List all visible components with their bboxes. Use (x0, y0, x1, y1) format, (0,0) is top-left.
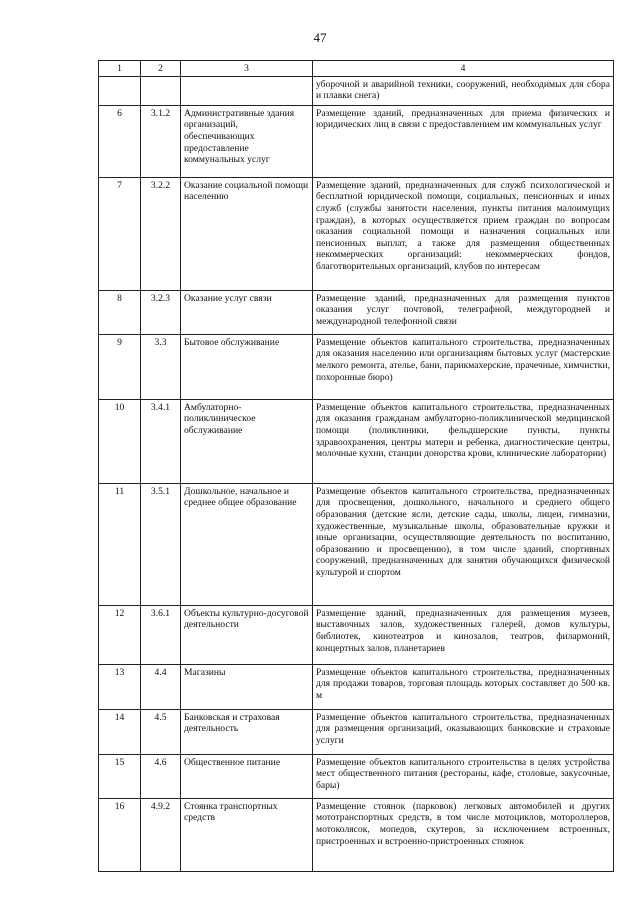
row-name: Дошкольное, начальное и среднее общее образование (181, 483, 313, 605)
row-code: 3.1.2 (141, 105, 181, 177)
row-code (141, 76, 181, 105)
table-row (99, 105, 614, 177)
row-description: Размещение объектов капитального строительства, предназначенных для оказания гражданам амбулаторно-поликлинической медицинской помощи (поликлиники, фельдшерские пункты, пункты здравоохранения, центры матери и ребенка, диагностические центры, молочные кухни, станции донорства крови, клинические лаборатории) (313, 399, 614, 483)
row-description: Размещение объектов капитального строительства, предназначенных для оказания населению или организациям бытовых услуг (мастерские мелкого ремонта, ателье, бани, парикмахерские, прачечные, химчистки, похоронные бюро) (313, 334, 614, 399)
header-col-3: 3 (181, 61, 313, 77)
row-description: Размещение стоянок (парковок) легковых автомобилей и других мототранспортных средств, в том числе мотоциклов, мотороллеров, мотоколясок, мопедов, скутеров, за исключением встроенных, пристроенных и встроенно-пристроенных стоянок (313, 798, 614, 871)
table-row (99, 483, 614, 605)
row-code: 4.4 (141, 664, 181, 709)
row-code: 4.9.2 (141, 798, 181, 871)
row-number: 11 (99, 483, 141, 605)
table-row (99, 399, 614, 483)
row-number: 7 (99, 177, 141, 290)
row-name: Амбулаторно-поликлиническое обслуживание (181, 399, 313, 483)
land-use-table (98, 60, 614, 872)
table-row (99, 334, 614, 399)
row-name (181, 76, 313, 105)
row-description: Размещение зданий, предназначенных для приема физических и юридических лиц в связи с предоставлением им коммунальных услуг (313, 105, 614, 177)
row-name: Объекты культурно-досуговой деятельности (181, 605, 313, 664)
row-number: 16 (99, 798, 141, 871)
row-number: 12 (99, 605, 141, 664)
page-number: 47 (313, 30, 327, 45)
row-number: 14 (99, 709, 141, 754)
table-row (99, 709, 614, 754)
row-name: Оказание социальной помощи населению (181, 177, 313, 290)
header-col-4: 4 (313, 61, 614, 77)
row-name: Магазины (181, 664, 313, 709)
row-code: 3.6.1 (141, 605, 181, 664)
row-name: Административные здания организаций, обеспечивающих предоставление коммунальных услуг (181, 105, 313, 177)
table-header-row (99, 61, 614, 77)
row-code: 4.5 (141, 709, 181, 754)
table-row (99, 754, 614, 798)
row-name: Общественное питание (181, 754, 313, 798)
row-description: Размещение объектов капитального строительства, предназначенных для продажи товаров, торговая площадь которых составляет до 500 кв. м (313, 664, 614, 709)
row-code: 3.2.2 (141, 177, 181, 290)
row-name: Стоянка транспортных средств (181, 798, 313, 871)
header-col-1: 1 (99, 61, 141, 77)
row-description: Размещение зданий, предназначенных для размещения пунктов оказания услуг почтовой, телеграфной, междугородней и международной телефонной связи (313, 290, 614, 334)
row-name: Банковская и страховая деятельность (181, 709, 313, 754)
table-row (99, 76, 614, 105)
row-description: Размещение зданий, предназначенных для служб психологической и бесплатной юридической помощи, социальных, пенсионных и иных служб (службы занятости населения, пункты питания малоимущих граждан), в которых осуществляется прием граждан по вопросам оказания социальной помощи и назначения социальных или пенсионных выплат, а также для размещения общественных некоммерческих организаций: некоммерческих фондов, благотворительных организаций, клубов по интересам (313, 177, 614, 290)
row-code: 3.4.1 (141, 399, 181, 483)
row-description: Размещение зданий, предназначенных для размещения музеев, выставочных залов, художественных галерей, домов культуры, библиотек, кинотеатров и кинозалов, театров, филармоний, концертных залов, планетариев (313, 605, 614, 664)
row-description: уборочной и аварийной техники, сооружений, необходимых для сбора и плавки снега) (313, 76, 614, 105)
row-number: 6 (99, 105, 141, 177)
header-col-2: 2 (141, 61, 181, 77)
row-code: 3.2.3 (141, 290, 181, 334)
table-row (99, 664, 614, 709)
row-code: 4.6 (141, 754, 181, 798)
row-code: 3.5.1 (141, 483, 181, 605)
table-row (99, 798, 614, 871)
row-number: 9 (99, 334, 141, 399)
row-code: 3.3 (141, 334, 181, 399)
table-row (99, 177, 614, 290)
row-number: 15 (99, 754, 141, 798)
row-number: 10 (99, 399, 141, 483)
row-number: 8 (99, 290, 141, 334)
row-name: Бытовое обслуживание (181, 334, 313, 399)
table-row (99, 605, 614, 664)
table-row (99, 290, 614, 334)
row-number (99, 76, 141, 105)
row-description: Размещение объектов капитального строительства, предназначенных для размещения организаций, оказывающих банковские и страховые услуги (313, 709, 614, 754)
row-number: 13 (99, 664, 141, 709)
row-description: Размещение объектов капитального строительства в целях устройства мест общественного питания (рестораны, кафе, столовые, закусочные, бары) (313, 754, 614, 798)
row-name: Оказание услуг связи (181, 290, 313, 334)
row-description: Размещение объектов капитального строительства, предназначенных для просвещения, дошкольного, начального и среднего общего образования (детские ясли, детские сады, школы, лицеи, гимназии, художественные, музыкальные школы, образовательные кружки и иные организации, осуществляющие деятельность по воспитанию, образованию и просвещению), в том числе зданий, спортивных сооружений, предназначенных для занятия обучающихся физической культурой и спортом (313, 483, 614, 605)
